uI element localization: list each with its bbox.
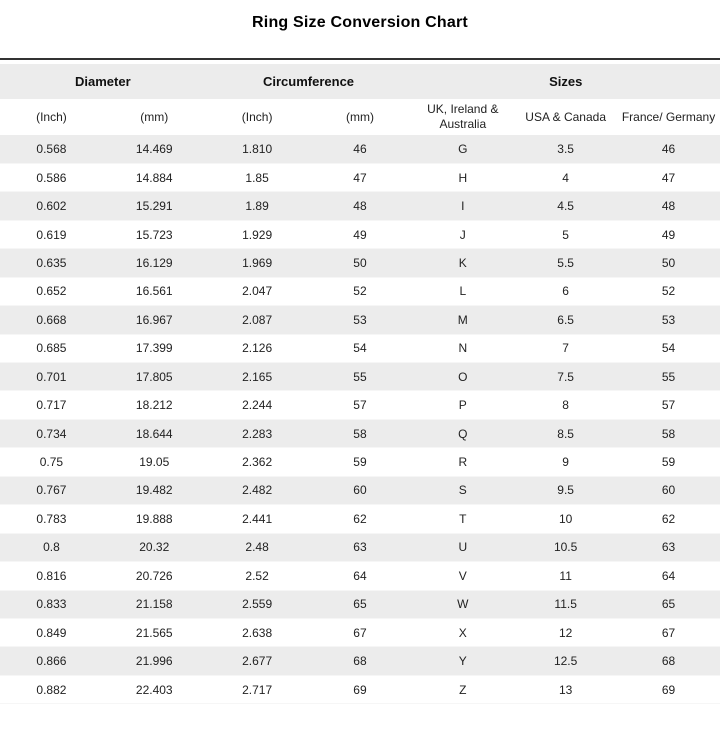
cell: 21.158 — [135, 597, 173, 612]
cell: 46 — [661, 141, 676, 156]
cell: 55 — [353, 369, 367, 384]
table-row — [0, 277, 720, 305]
cell: M — [457, 312, 468, 327]
table-row — [0, 675, 720, 703]
column-header-1: (mm) — [140, 109, 169, 124]
cell: 57 — [661, 398, 676, 413]
cell: 2.047 — [242, 284, 273, 299]
cell: 1.969 — [242, 255, 273, 270]
ring-size-conversion-table — [0, 64, 720, 704]
cell: R — [458, 455, 468, 470]
cell: 19.482 — [135, 483, 173, 498]
cell: 2.482 — [242, 483, 273, 498]
cell: 2.362 — [242, 455, 273, 470]
cell: 2.638 — [242, 625, 273, 640]
cell: 0.783 — [36, 511, 67, 526]
table-row — [0, 192, 720, 220]
cell: 0.602 — [36, 199, 67, 214]
cell: 9.5 — [557, 483, 574, 498]
cell: 8.5 — [557, 426, 574, 441]
cell: S — [458, 483, 467, 498]
cell: 11.5 — [554, 597, 577, 612]
cell: 0.717 — [36, 398, 67, 413]
cell: 12.5 — [553, 654, 578, 669]
cell: 65 — [661, 597, 676, 612]
cell: 0.866 — [36, 654, 67, 669]
cell: 2.087 — [242, 312, 273, 327]
cell: 1.929 — [242, 227, 273, 242]
column-header-5: USA & Canada — [525, 109, 606, 124]
table-row — [0, 220, 720, 248]
cell: K — [458, 255, 467, 270]
cell: 2.126 — [242, 341, 273, 356]
cell: 63 — [353, 540, 367, 555]
table-row — [0, 590, 720, 618]
cell: 67 — [353, 625, 367, 640]
table-body — [0, 135, 720, 704]
cell: 60 — [661, 483, 676, 498]
cell: Z — [459, 682, 467, 697]
cell: 0.849 — [36, 625, 67, 640]
cell: 19.05 — [139, 455, 170, 470]
cell: 48 — [353, 199, 367, 214]
cell: 5 — [562, 227, 569, 242]
cell: 65 — [353, 597, 367, 612]
column-header-3: (mm) — [345, 109, 374, 124]
table-row — [0, 334, 720, 362]
cell: 0.652 — [36, 284, 67, 299]
cell: I — [461, 199, 465, 214]
table-header — [0, 64, 720, 135]
cell: 0.816 — [36, 568, 67, 583]
cell: 0.568 — [36, 141, 67, 156]
table-row — [0, 505, 720, 533]
column-header-0: (Inch) — [36, 109, 67, 124]
cell: 0.8 — [43, 540, 60, 555]
cell: H — [458, 170, 468, 185]
cell: 0.767 — [36, 483, 67, 498]
cell: 19.888 — [135, 511, 173, 526]
cell: 15.291 — [135, 199, 173, 214]
column-header-4: UK, Ireland & Australia — [427, 102, 499, 131]
cell: 17.805 — [135, 369, 173, 384]
cell: 20.32 — [139, 540, 170, 555]
cell: 22.403 — [135, 682, 173, 697]
cell: 2.441 — [242, 511, 273, 526]
cell: 0.701 — [36, 369, 67, 384]
cell: 67 — [661, 625, 676, 640]
cell: 6 — [562, 284, 569, 299]
cell: 47 — [661, 170, 676, 185]
cell: 55 — [661, 369, 676, 384]
cell: 4.5 — [557, 199, 574, 214]
cell: 2.717 — [242, 682, 273, 697]
cell: X — [458, 625, 467, 640]
cell: 3.5 — [557, 141, 574, 156]
cell: 12 — [558, 625, 573, 640]
cell: 0.635 — [36, 255, 67, 270]
cell: 60 — [353, 483, 367, 498]
table-row — [0, 448, 720, 476]
table-row — [0, 476, 720, 504]
cell: V — [458, 568, 467, 583]
cell: 2.165 — [242, 369, 273, 384]
cell: 8 — [562, 398, 569, 413]
cell: 9 — [562, 455, 569, 470]
cell: 1.85 — [245, 170, 269, 185]
cell: 69 — [661, 682, 676, 697]
table-row — [0, 419, 720, 447]
cell: 46 — [353, 141, 367, 156]
cell: 59 — [661, 455, 676, 470]
table-row — [0, 306, 720, 334]
cell: L — [459, 284, 467, 299]
cell: 13 — [558, 682, 573, 697]
cell: 0.882 — [36, 682, 67, 697]
cell: 4 — [562, 170, 569, 185]
cell: G — [458, 141, 468, 156]
cell: 20.726 — [135, 568, 173, 583]
cell: 68 — [353, 654, 367, 669]
column-header-2: (Inch) — [241, 109, 273, 124]
cell: W — [457, 597, 469, 612]
cell: 1.810 — [242, 141, 273, 156]
cell: J — [459, 227, 466, 242]
cell: 10.5 — [553, 540, 578, 555]
cell: 2.244 — [242, 398, 273, 413]
table-row — [0, 391, 720, 419]
table-row — [0, 618, 720, 646]
cell: 14.469 — [135, 141, 173, 156]
group-header-circumference: Circumference — [263, 74, 355, 89]
cell: 50 — [661, 255, 676, 270]
cell: 54 — [353, 341, 367, 356]
cell: 2.677 — [242, 654, 273, 669]
cell: 52 — [661, 284, 676, 299]
cell: 49 — [661, 227, 676, 242]
table-row — [0, 562, 720, 590]
group-header-row — [0, 64, 720, 99]
column-header-row — [0, 99, 720, 135]
cell: 2.52 — [245, 568, 269, 583]
cell: 2.559 — [242, 597, 273, 612]
cell: 6.5 — [557, 312, 574, 327]
cell: 0.685 — [36, 341, 67, 356]
cell: 50 — [353, 255, 367, 270]
cell: 17.399 — [135, 341, 173, 356]
table-row — [0, 533, 720, 561]
cell: 15.723 — [135, 227, 173, 242]
cell: 54 — [661, 341, 676, 356]
table-top-rule — [0, 58, 720, 60]
cell: U — [458, 540, 468, 555]
cell: 21.996 — [135, 654, 173, 669]
cell: 62 — [661, 511, 676, 526]
cell: 10 — [558, 511, 573, 526]
cell: 0.586 — [36, 170, 67, 185]
cell: 64 — [661, 568, 676, 583]
cell: 58 — [353, 426, 367, 441]
table-row — [0, 135, 720, 163]
cell: 7 — [562, 341, 569, 356]
cell: 49 — [353, 227, 367, 242]
column-header-6: France/ Germany — [621, 109, 716, 124]
cell: 0.75 — [39, 455, 64, 470]
cell: 0.668 — [36, 312, 67, 327]
cell: 2.283 — [242, 426, 273, 441]
cell: 64 — [353, 568, 367, 583]
table-row — [0, 163, 720, 191]
cell: N — [458, 341, 468, 356]
cell: 7.5 — [557, 369, 574, 384]
cell: T — [459, 511, 467, 526]
cell: 53 — [353, 312, 367, 327]
cell: 1.89 — [245, 199, 269, 214]
cell: 14.884 — [135, 170, 173, 185]
cell: 48 — [661, 199, 676, 214]
cell: 58 — [661, 426, 676, 441]
cell: 11 — [559, 568, 572, 583]
cell: 16.129 — [135, 255, 173, 270]
page-title: Ring Size Conversion Chart — [252, 14, 468, 31]
cell: O — [458, 369, 468, 384]
cell: 0.734 — [36, 426, 67, 441]
group-header-diameter: Diameter — [75, 74, 131, 89]
cell: 0.619 — [36, 227, 67, 242]
cell: 47 — [353, 170, 367, 185]
group-header-sizes: Sizes — [549, 74, 583, 89]
cell: 69 — [353, 682, 367, 697]
cell: 5.5 — [557, 255, 574, 270]
cell: Q — [458, 426, 468, 441]
page — [0, 13, 720, 704]
cell: P — [458, 398, 467, 413]
cell: 18.644 — [135, 426, 173, 441]
cell: 63 — [661, 540, 676, 555]
table-row — [0, 647, 720, 675]
cell: 18.212 — [135, 398, 173, 413]
cell: 52 — [353, 284, 367, 299]
cell: 59 — [353, 455, 367, 470]
cell: 53 — [661, 312, 676, 327]
table-row — [0, 249, 720, 277]
cell: 16.561 — [135, 284, 173, 299]
cell: 68 — [661, 654, 676, 669]
cell: 57 — [353, 398, 367, 413]
cell: 62 — [353, 511, 367, 526]
cell: 21.565 — [135, 625, 173, 640]
cell: 0.833 — [36, 597, 67, 612]
cell: 16.967 — [135, 312, 173, 327]
cell: 2.48 — [245, 540, 269, 555]
cell: Y — [458, 654, 467, 669]
table-row — [0, 363, 720, 391]
